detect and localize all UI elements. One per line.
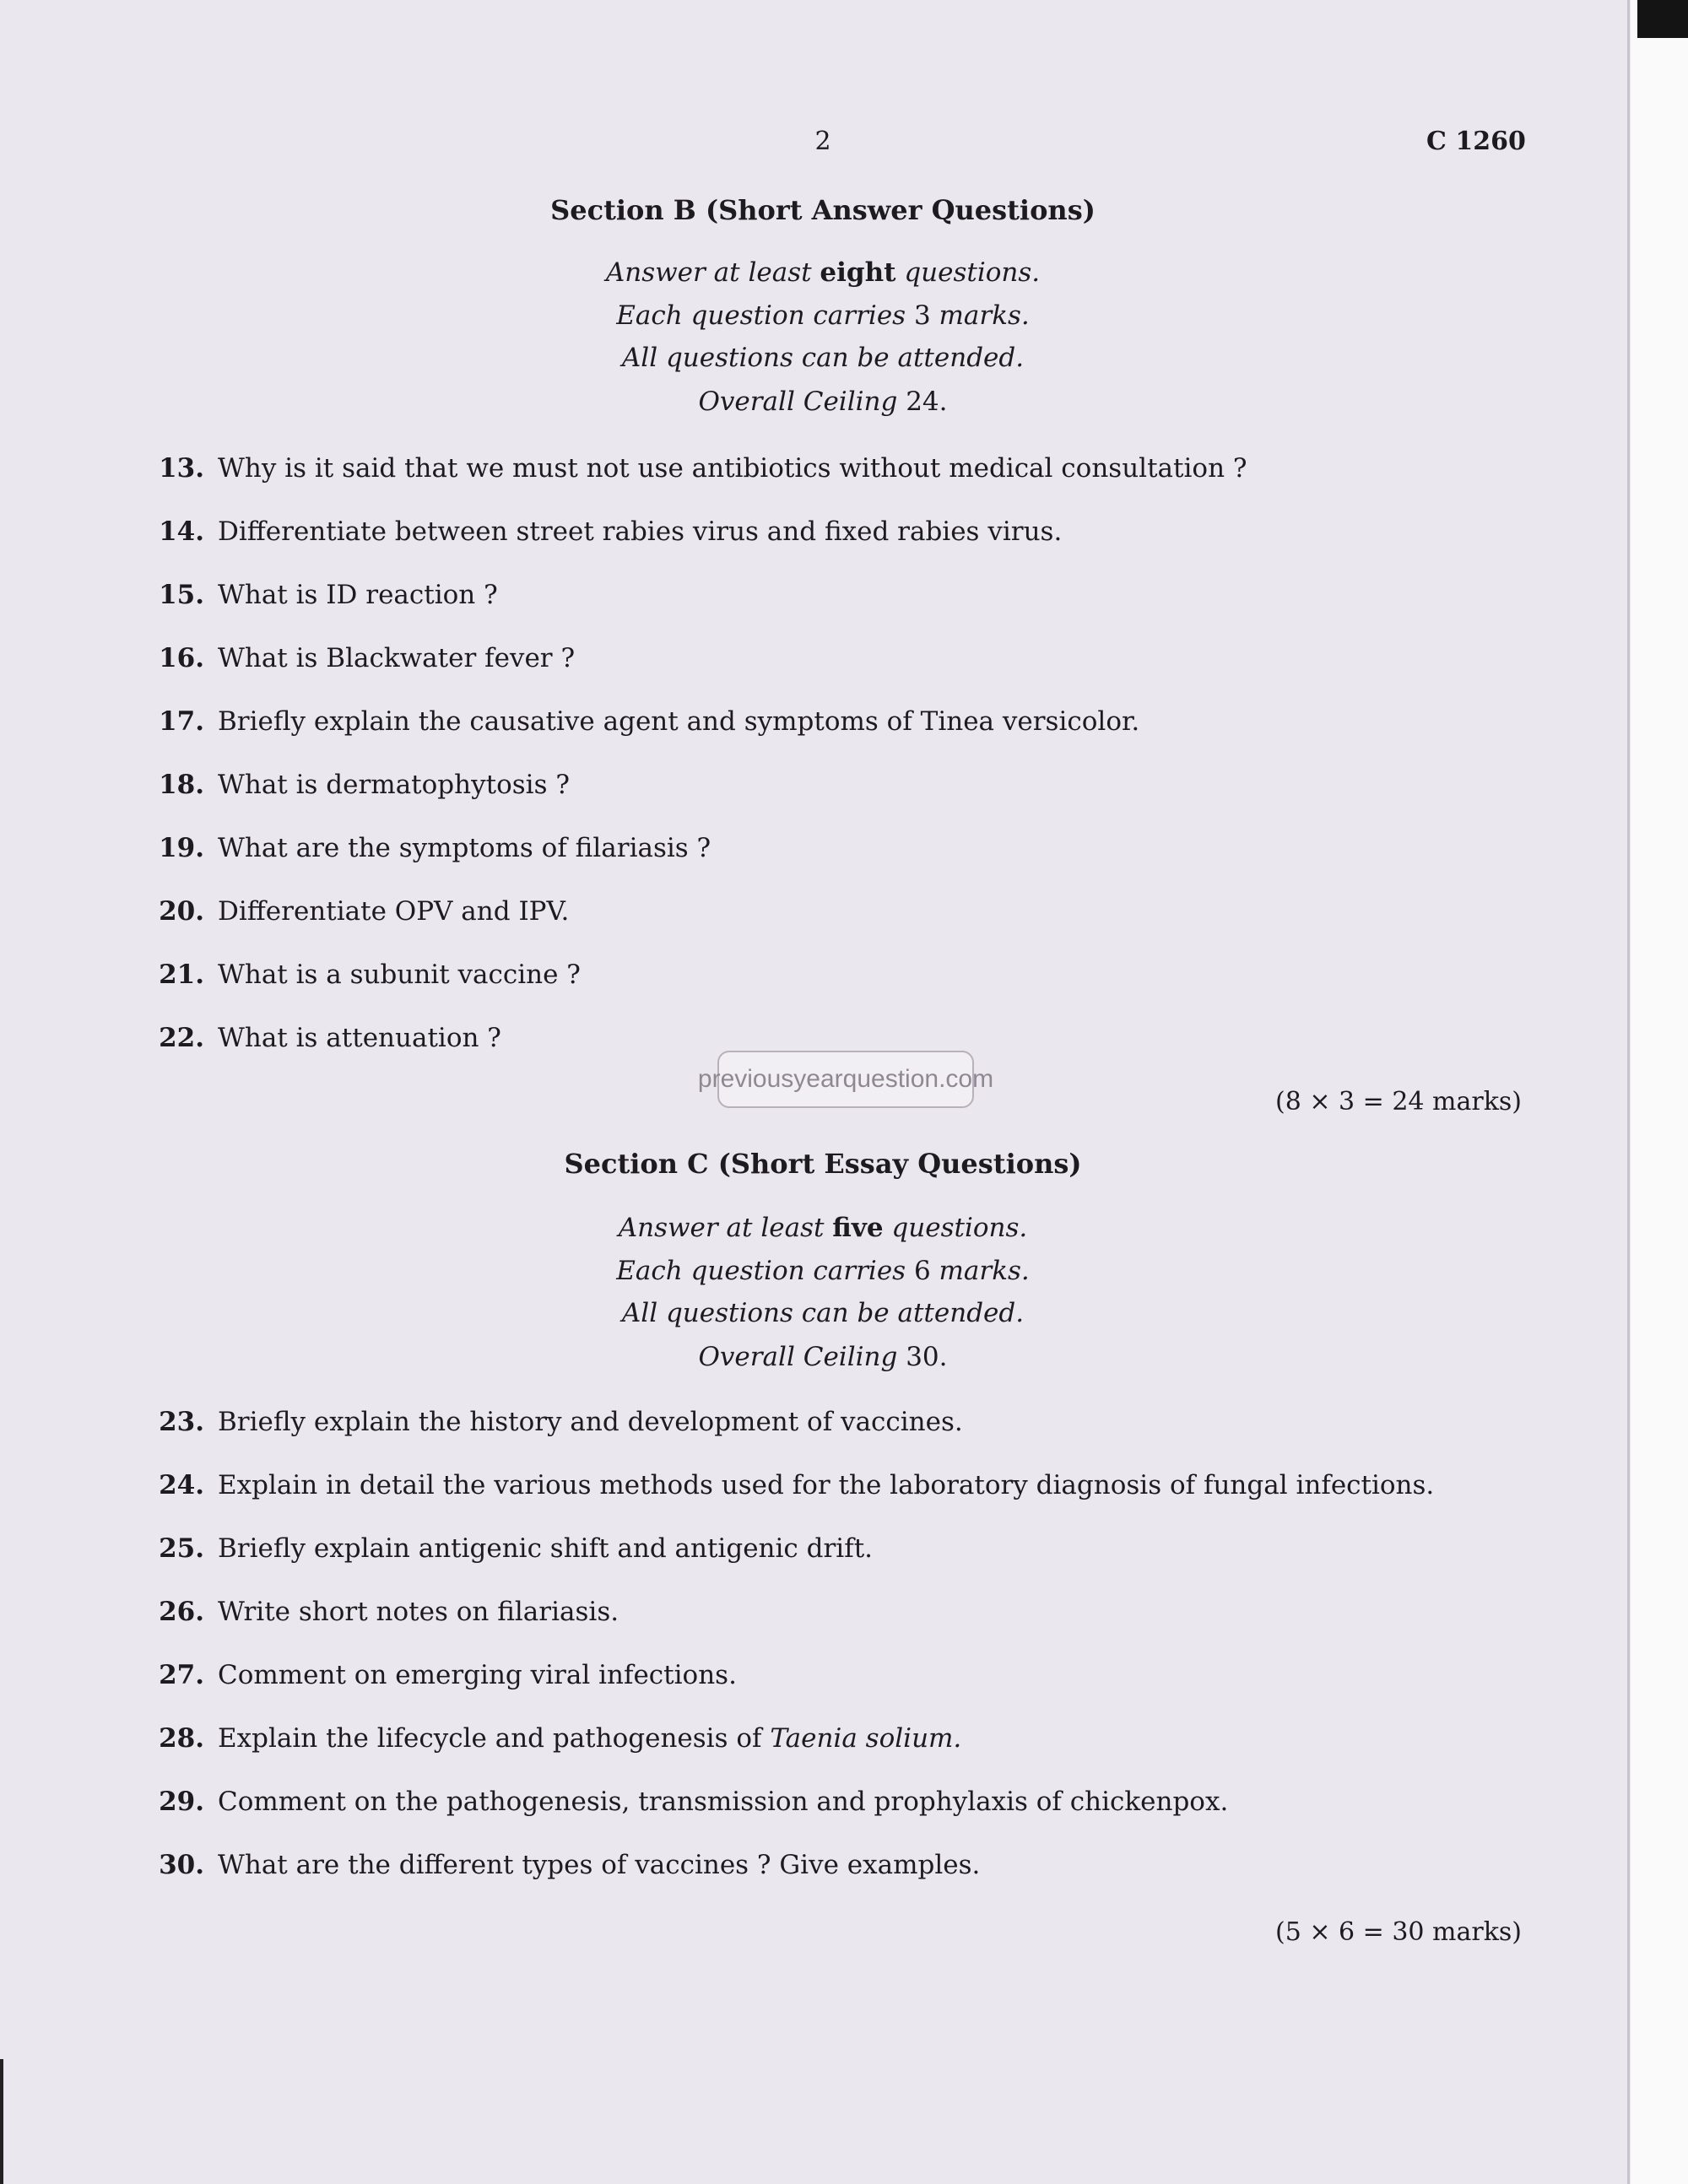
- paper-code: C 1260: [1426, 127, 1526, 156]
- section-c-instruction-4: Overall Ceiling 30.: [698, 1342, 948, 1372]
- watermark-logo: previousyearquestion.com: [717, 1051, 974, 1108]
- section-c-heading: Section C (Short Essay Questions): [564, 1148, 1082, 1180]
- section-b-instruction-4: Overall Ceiling 24.: [698, 387, 948, 417]
- scan-left-mark: [0, 2059, 3, 2184]
- section-b-instruction-2: Each question carries 3 marks.: [616, 300, 1030, 331]
- section-b-heading: Section B (Short Answer Questions): [550, 194, 1096, 226]
- section-b-instruction-1: Answer at least eight questions.: [605, 257, 1041, 288]
- section-b-marks: (8 × 3 = 24 marks): [1275, 1087, 1522, 1116]
- section-b-instruction-3: All questions can be attended.: [621, 343, 1025, 373]
- scan-corner-mark: [1637, 0, 1688, 38]
- section-c-marks: (5 × 6 = 30 marks): [1275, 1917, 1522, 1947]
- section-c-instruction-3: All questions can be attended.: [621, 1298, 1025, 1328]
- page-number: 2: [814, 127, 831, 156]
- section-c-instruction-1: Answer at least five questions.: [618, 1213, 1028, 1243]
- section-c-instruction-2: Each question carries 6 marks.: [616, 1256, 1030, 1286]
